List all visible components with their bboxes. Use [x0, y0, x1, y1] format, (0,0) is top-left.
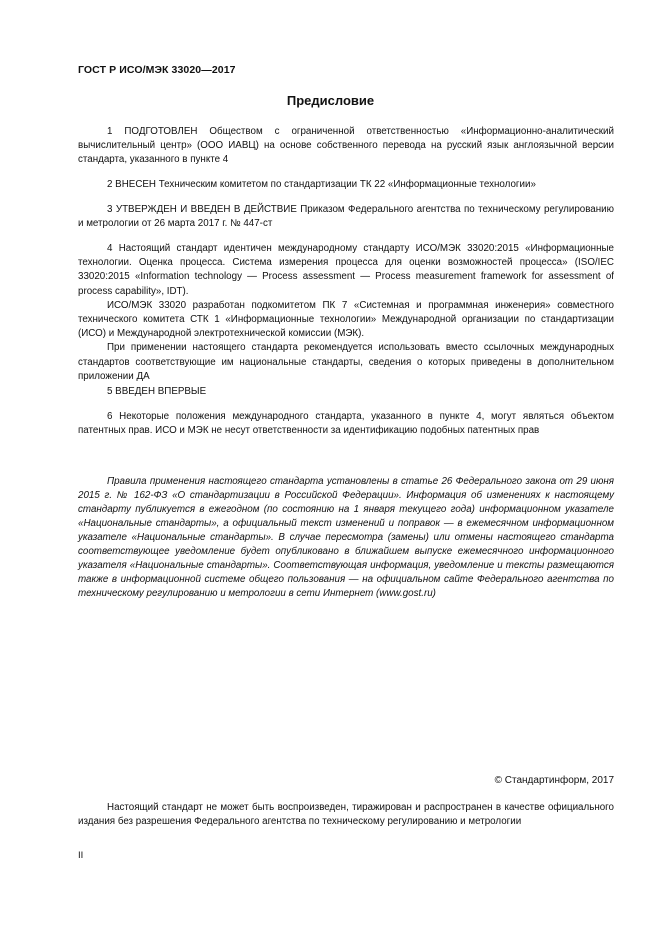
foreword-item-5-text: 5 ВВЕДЕН ВПЕРВЫЕ	[107, 386, 207, 397]
foreword-item-5	[78, 385, 614, 399]
standard-header: ГОСТ Р ИСО/МЭК 33020—2017	[78, 64, 236, 76]
foreword-item-1	[78, 125, 614, 168]
foreword-item-6-text: 6 Некоторые положения международного стандарта, указанного в пункте 4, могут являться объектом патентных прав. ИСО и МЭК не несут ответственности за идентификацию подобных патентных прав	[78, 411, 614, 437]
foreword-item-6	[78, 410, 614, 438]
foreword-item-4-paragraph-1: 4 Настоящий стандарт идентичен международному стандарту ИСО/МЭК 33020:2015 «Информационные технологии. Оценка процесса. Система измерения процесса для оценки возможностей процесса» (ISO/IEC 33020:2015 «Information technology — Process assessment — Process measurement framework for assessment of process capability», IDT).	[78, 243, 614, 297]
page-number: II	[78, 850, 84, 861]
copyright-line: © Стандартинформ, 2017	[494, 775, 614, 786]
foreword-item-4-paragraph-3: При применении настоящего стандарта рекомендуется использовать вместо ссылочных международных стандартов соответствующие им национальные стандарты, сведения о которых приведены в дополнительном приложении ДА	[78, 342, 614, 382]
foreword-item-4	[78, 242, 614, 384]
application-rules-notice	[78, 475, 614, 601]
reproduction-rights	[78, 801, 614, 829]
foreword-item-1-text: 1 ПОДГОТОВЛЕН Обществом с ограниченной ответственностью «Информационно-аналитический вычислительный центр» (ООО ИАВЦ) на основе собственного перевода на русский язык англоязычной версии стандарта, указанного в пункте 4	[78, 126, 614, 166]
application-rules-text: Правила применения настоящего стандарта установлены в статье 26 Федерального закона от 29 июня 2015 г. № 162-ФЗ «О стандартизации в Российской Федерации». Информация об изменениях к настоящему стандарту публикуется в ежегодном (по состоянию на 1 января текущего года) информационном указателе «Национальные стандарты», а официальный текст изменений и поправок — в ежемесячном информационном указателе «Национальные стандарты». В случае пересмотра (замены) или отмены настоящего стандарта соответствующее уведомление будет опубликовано в ближайшем выпуске ежемесячного информационного указателя «Национальные стандарты». Соответствующая информация, уведомление и тексты размещаются также в информационной системе общего пользования — на официальном сайте Федерального агентства по техническому регулированию и метрологии в сети Интернет (www.gost.ru)	[78, 476, 614, 599]
foreword-item-2	[78, 178, 614, 192]
reproduction-rights-text: Настоящий стандарт не может быть воспроизведен, тиражирован и распространен в качестве официального издания без разрешения Федерального агентства по техническому регулированию и метрологии	[78, 802, 614, 828]
foreword-item-3	[78, 203, 614, 231]
foreword-item-3-text: 3 УТВЕРЖДЕН И ВВЕДЕН В ДЕЙСТВИЕ Приказом Федерального агентства по техническому регулированию и метрологии от 26 марта 2017 г. № 447-ст	[78, 204, 614, 230]
page-title: Предисловие	[286, 93, 375, 108]
foreword-item-2-text: 2 ВНЕСЕН Техническим комитетом по стандартизации ТК 22 «Информационные технологии»	[107, 179, 536, 190]
foreword-item-4-paragraph-2: ИСО/МЭК 33020 разработан подкомитетом ПК 7 «Системная и программная инженерия» совместного технического комитета СТК 1 «Информационные технологии» Международной организации по стандартизации (ИСО) и Международной электротехнической комиссии (МЭК).	[78, 299, 614, 340]
